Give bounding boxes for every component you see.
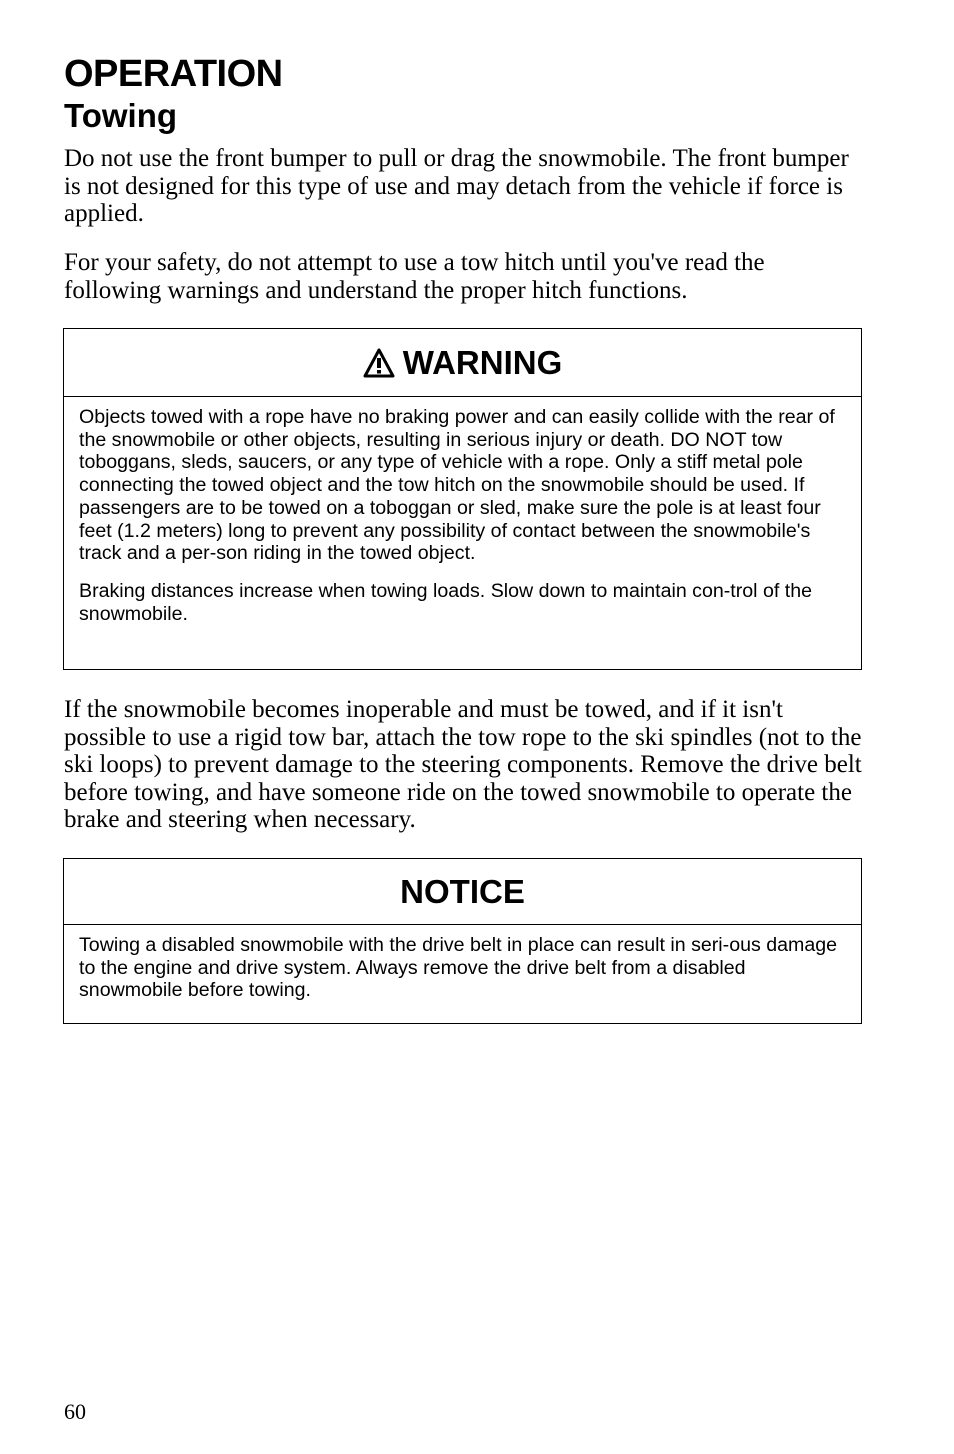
warning-paragraph-2: Braking distances increase when towing loads. Slow down to maintain con-trol of the snowmobile. bbox=[79, 579, 812, 625]
warning-title: WARNING bbox=[402, 343, 563, 381]
section-title: OPERATION bbox=[64, 53, 283, 95]
warning-paragraph-1: Objects towed with a rope have no braking power and can easily collide with the rear of the snowmobile or other objects, resulting in serious injury or death. DO NOT tow toboggans, sleds, saucers, or any type of vehicle with a rope. Only a stiff metal pole connecting the towed object and the tow hitch on the snowmobile should be used. If passengers are to be towed on a toboggan or sled, make sure the pole is at least four feet (1.2 meters) long to prevent any possibility of contact between the snowmobile's track and a per-son riding in the towed object. bbox=[79, 406, 835, 565]
safety-paragraph: For your safety, do not attempt to use a tow hitch until you've read the following warnings and understand the proper hitch functions. bbox=[64, 249, 765, 304]
notice-title: NOTICE bbox=[400, 872, 525, 910]
notice-box bbox=[63, 858, 862, 1024]
page-number: 60 bbox=[64, 1399, 86, 1424]
warning-box bbox=[63, 328, 862, 670]
notice-body bbox=[64, 925, 861, 1002]
warning-body bbox=[64, 397, 861, 625]
notice-paragraph: Towing a disabled snowmobile with the drive belt in place can result in seri-ous damage to the engine and drive system. Always remove the drive belt from a disabled snowmobile before towing. bbox=[79, 934, 838, 1002]
warning-header bbox=[64, 329, 861, 397]
warning-triangle-icon bbox=[363, 348, 395, 378]
notice-header bbox=[64, 859, 861, 925]
intro-paragraph: Do not use the front bumper to pull or drag the snowmobile. The front bumper is not designed for this type of use and may detach from the vehicle if force is applied. bbox=[64, 145, 849, 227]
towing-instructions-paragraph: If the snowmobile becomes inoperable and must be towed, and if it isn't possible to use a rigid tow bar, attach the tow rope to the ski spindles (not to the ski loops) to prevent damage to the steering components. Remove the drive belt before towing, and have someone ride on the towed snowmobile to operate the brake and steering when necessary. bbox=[64, 696, 862, 833]
subsection-title: Towing bbox=[64, 97, 178, 134]
